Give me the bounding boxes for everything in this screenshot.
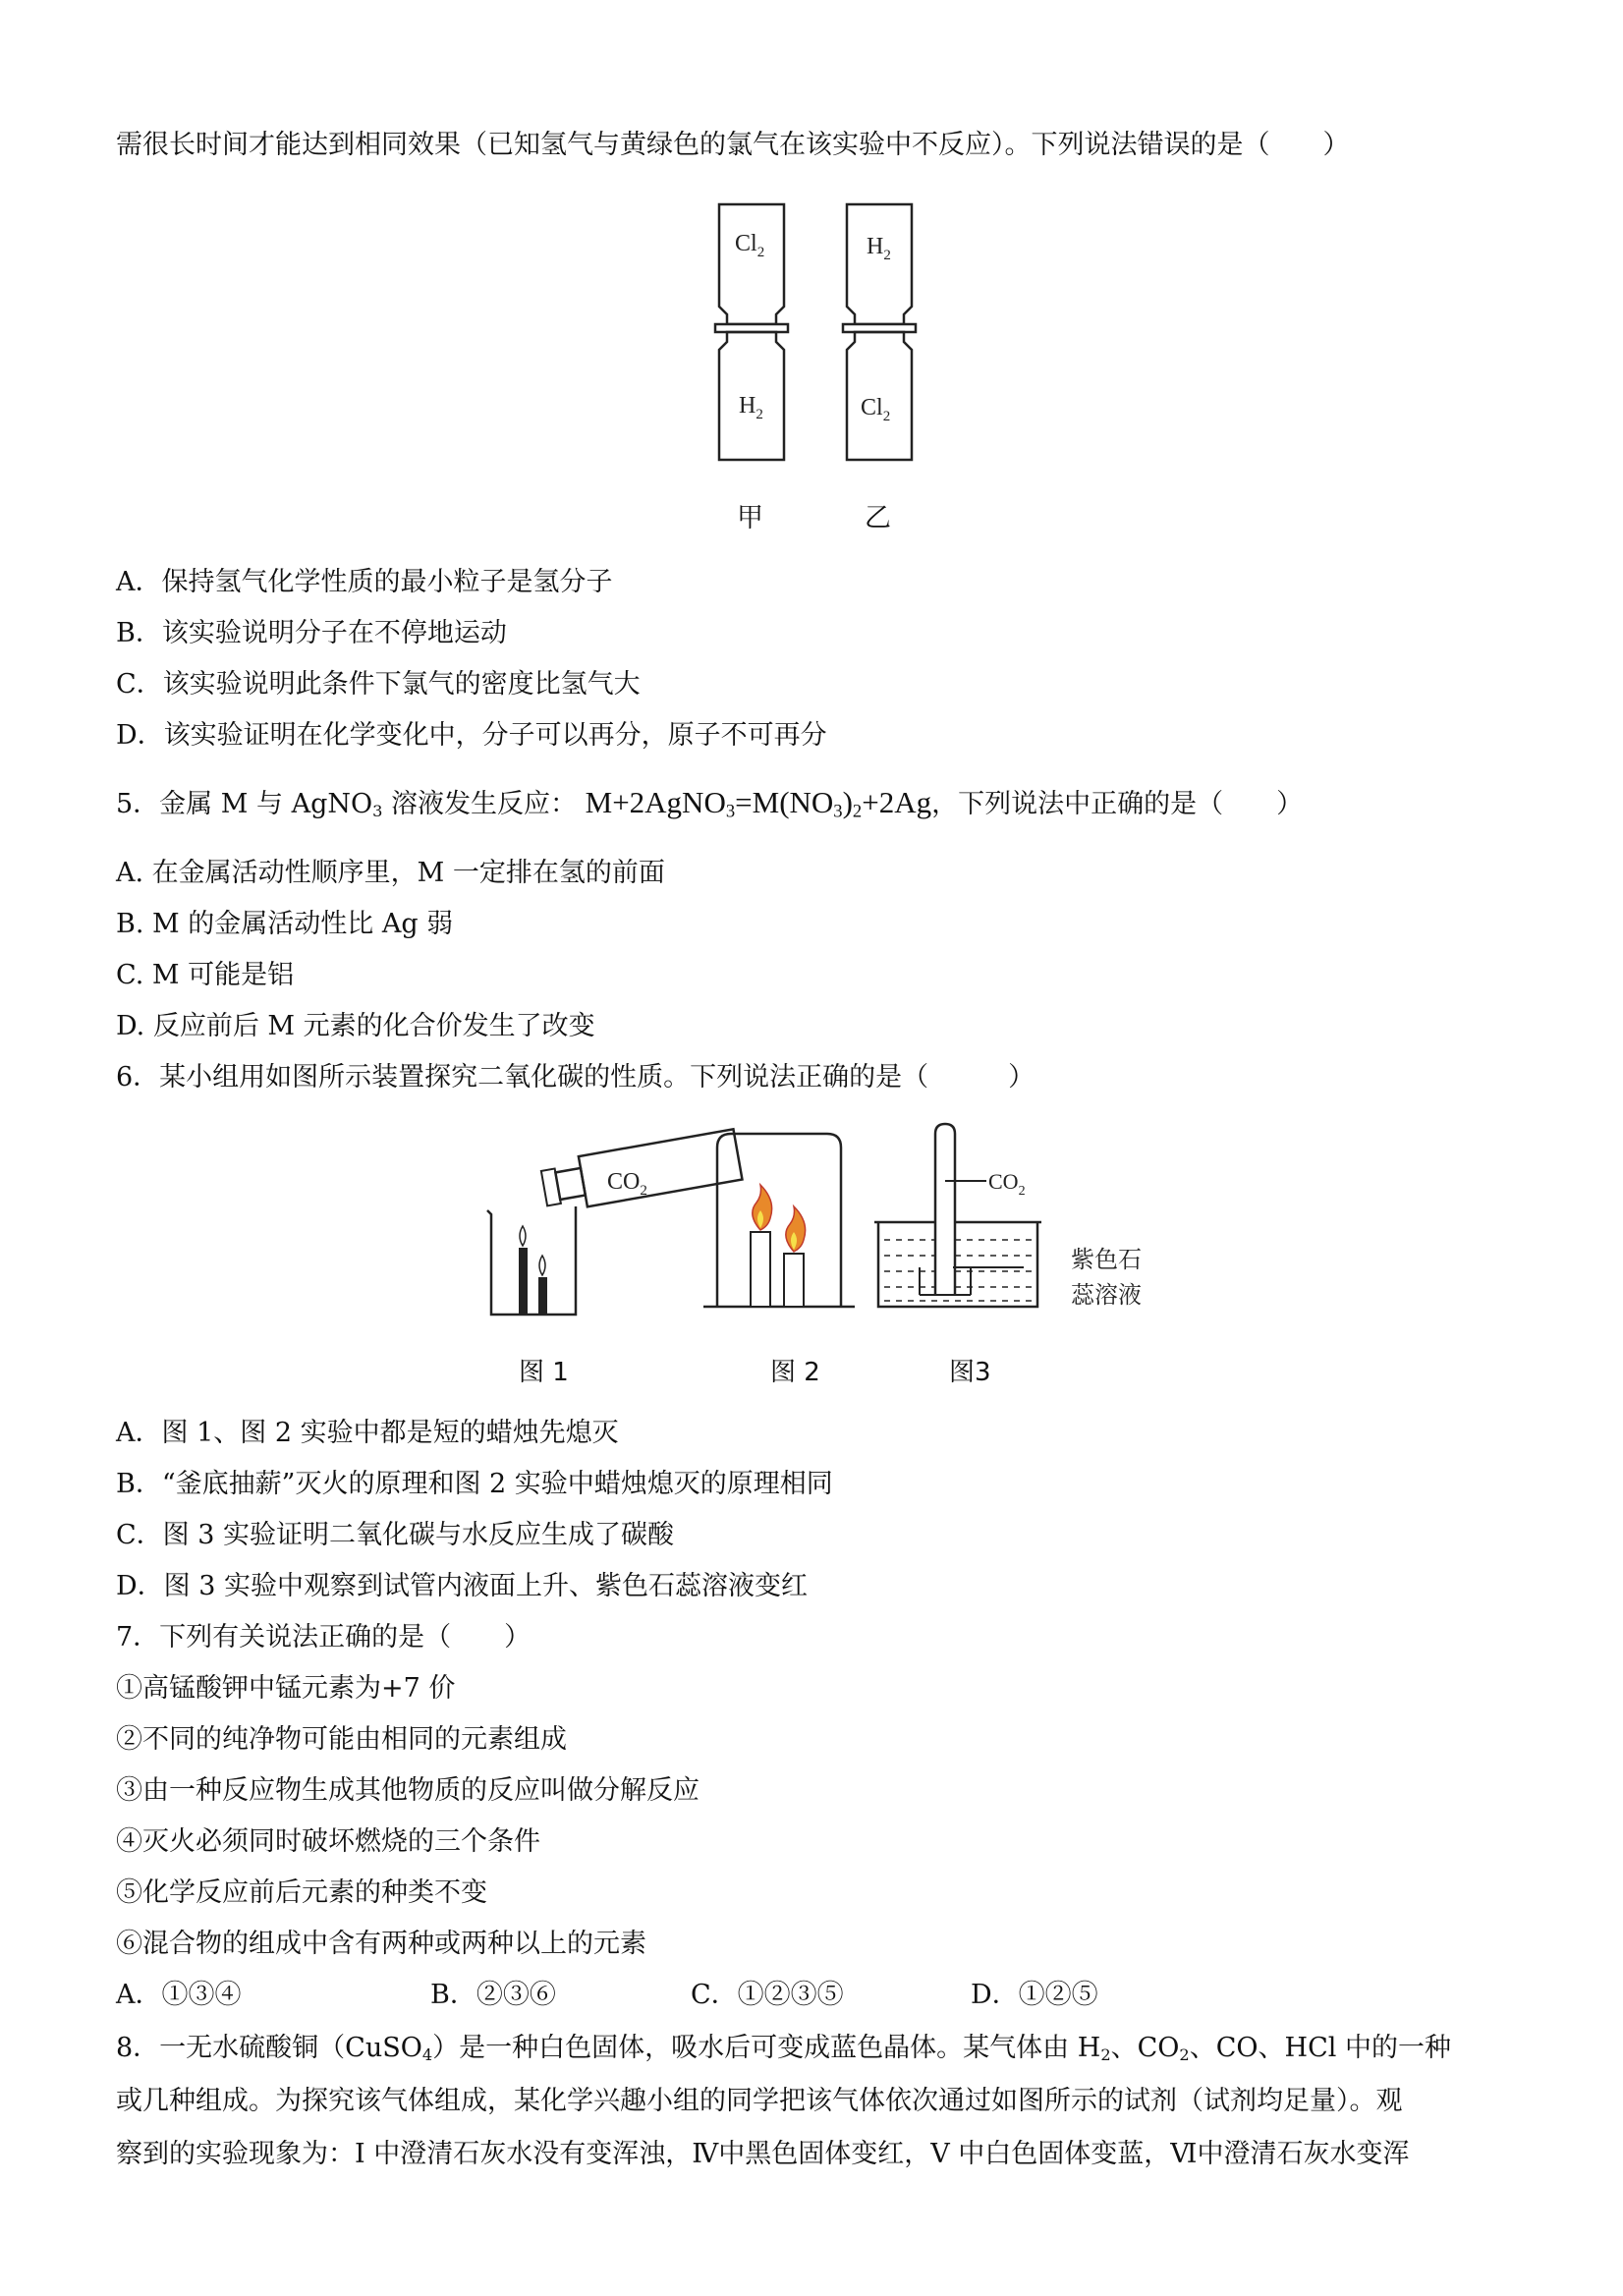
q7-item-4: ④灭火必须同时破坏燃烧的三个条件 — [116, 1826, 540, 1857]
q5-option-a: A. 在金属活动性顺序里，M 一定排在氢的前面 — [116, 858, 665, 888]
jar-a-bottom-label: $H_2$ — [739, 393, 763, 422]
q7-stem: 7．下列有关说法正确的是（ ） — [116, 1622, 532, 1652]
question-intro-line: 需很长时间才能达到相同效果（已知氢气与黄绿色的氯气在该实验中不反应）。下列说法错误的是（ ） — [116, 130, 1350, 160]
q7-item-5: ⑤化学反应前后元素的种类不变 — [116, 1877, 487, 1908]
q7-option-d: D．①②⑤ — [971, 1980, 1098, 2010]
q5-option-c: C. M 可能是铝 — [116, 960, 295, 990]
figure-3-test-tube — [874, 1124, 1041, 1307]
litmus-label-line1: 紫色石 — [1071, 1248, 1142, 1273]
q5-option-d: D. 反应前后 M 元素的化合价发生了改变 — [116, 1011, 595, 1041]
co2-bottle — [539, 1129, 742, 1213]
co2-experiment-figure — [481, 1120, 1189, 1326]
q4-option-a: A．保持氢气化学性质的最小粒子是氢分子 — [116, 567, 613, 597]
q8-line-1: 8．一无水硫酸铜（CuSO$_4$）是一种白色固体，吸水后可变成蓝色晶体。某气体由 $H_2$、$CO_2$、CO、HCl 中的一种 — [116, 2033, 1451, 2065]
test-tube-co2-label: $CO_2$ — [988, 1169, 1026, 1199]
q4-option-b: B．该实验说明分子在不停地运动 — [116, 618, 507, 648]
q7-option-b: B．②③⑥ — [430, 1980, 556, 2010]
jar-a-top-label: $Cl_2$ — [735, 231, 765, 260]
caption-jia: 甲 — [737, 503, 763, 533]
q7-option-a: A．①③④ — [116, 1980, 242, 2010]
q5-option-b: B. M 的金属活动性比 Ag 弱 — [116, 909, 454, 939]
q6-option-d: D．图 3 实验中观察到试管内液面上升、紫色石蕊溶液变红 — [116, 1571, 808, 1601]
q8-line-2: 或几种组成。为探究该气体组成，某化学兴趣小组的同学把该气体依次通过如图所示的试剂（试剂均足量）。观 — [116, 2086, 1403, 2116]
q7-option-c: C．①②③⑤ — [691, 1980, 844, 2010]
q4-option-d: D．该实验证明在化学变化中，分子可以再分，原子不可再分 — [116, 720, 827, 751]
figure-2-candles — [703, 1134, 855, 1307]
q6-stem: 6．某小组用如图所示装置探究二氧化碳的性质。下列说法正确的是（ ） — [116, 1062, 1035, 1092]
jar-a-upper — [719, 204, 784, 324]
jar-b-bottom-label: $Cl_2$ — [861, 395, 891, 424]
q6-option-b: B．“釜底抽薪”灭火的原理和图 2 实验中蜡烛熄灭的原理相同 — [116, 1469, 833, 1499]
q5-equation: $M+2AgNO_3=M(NO_3)_2+2Ag$ — [585, 785, 932, 822]
q7-item-3: ③由一种反应物生成其他物质的反应叫做分解反应 — [116, 1775, 700, 1806]
q5-stem: 5．金属 M 与 AgNO$_3$ 溶液发生反应： $M+2AgNO_3=M(NO_3)_2+2Ag$，下列说法中正确的是（ ） — [116, 785, 1304, 822]
q6-option-c: C．图 3 实验证明二氧化碳与水反应生成了碳酸 — [116, 1520, 675, 1550]
q4-option-c: C．该实验说明此条件下氯气的密度比氢气大 — [116, 669, 641, 700]
q6-option-a: A．图 1、图 2 实验中都是短的蜡烛先熄灭 — [116, 1418, 619, 1448]
q7-item-1: ①高锰酸钾中锰元素为+7 价 — [116, 1673, 456, 1704]
jar-b-top-label: $H_2$ — [867, 234, 891, 263]
q7-options-row — [116, 1979, 1098, 2012]
co2-bottle-label: $CO_2$ — [607, 1169, 647, 1199]
q8-line-3: 察到的实验现象为：I 中澄清石灰水没有变浑浊，Ⅳ中黑色固体变红，V 中白色固体变蓝，Ⅵ中澄清石灰水变浑 — [116, 2139, 1410, 2169]
short-candle — [538, 1277, 547, 1315]
caption-fig1: 图 1 — [519, 1358, 569, 1387]
tall-candle — [519, 1248, 528, 1315]
q7-item-2: ②不同的纯净物可能由相同的元素组成 — [116, 1724, 567, 1755]
caption-fig2: 图 2 — [770, 1358, 820, 1387]
gas-jars-figure — [688, 196, 943, 491]
figure-1-beaker — [487, 1206, 576, 1315]
caption-fig3: 图3 — [949, 1358, 991, 1387]
caption-yi: 乙 — [865, 503, 891, 533]
jar-b-upper — [847, 204, 912, 324]
q7-item-6: ⑥混合物的组成中含有两种或两种以上的元素 — [116, 1929, 646, 1959]
litmus-label-line2: 蕊溶液 — [1071, 1283, 1142, 1309]
